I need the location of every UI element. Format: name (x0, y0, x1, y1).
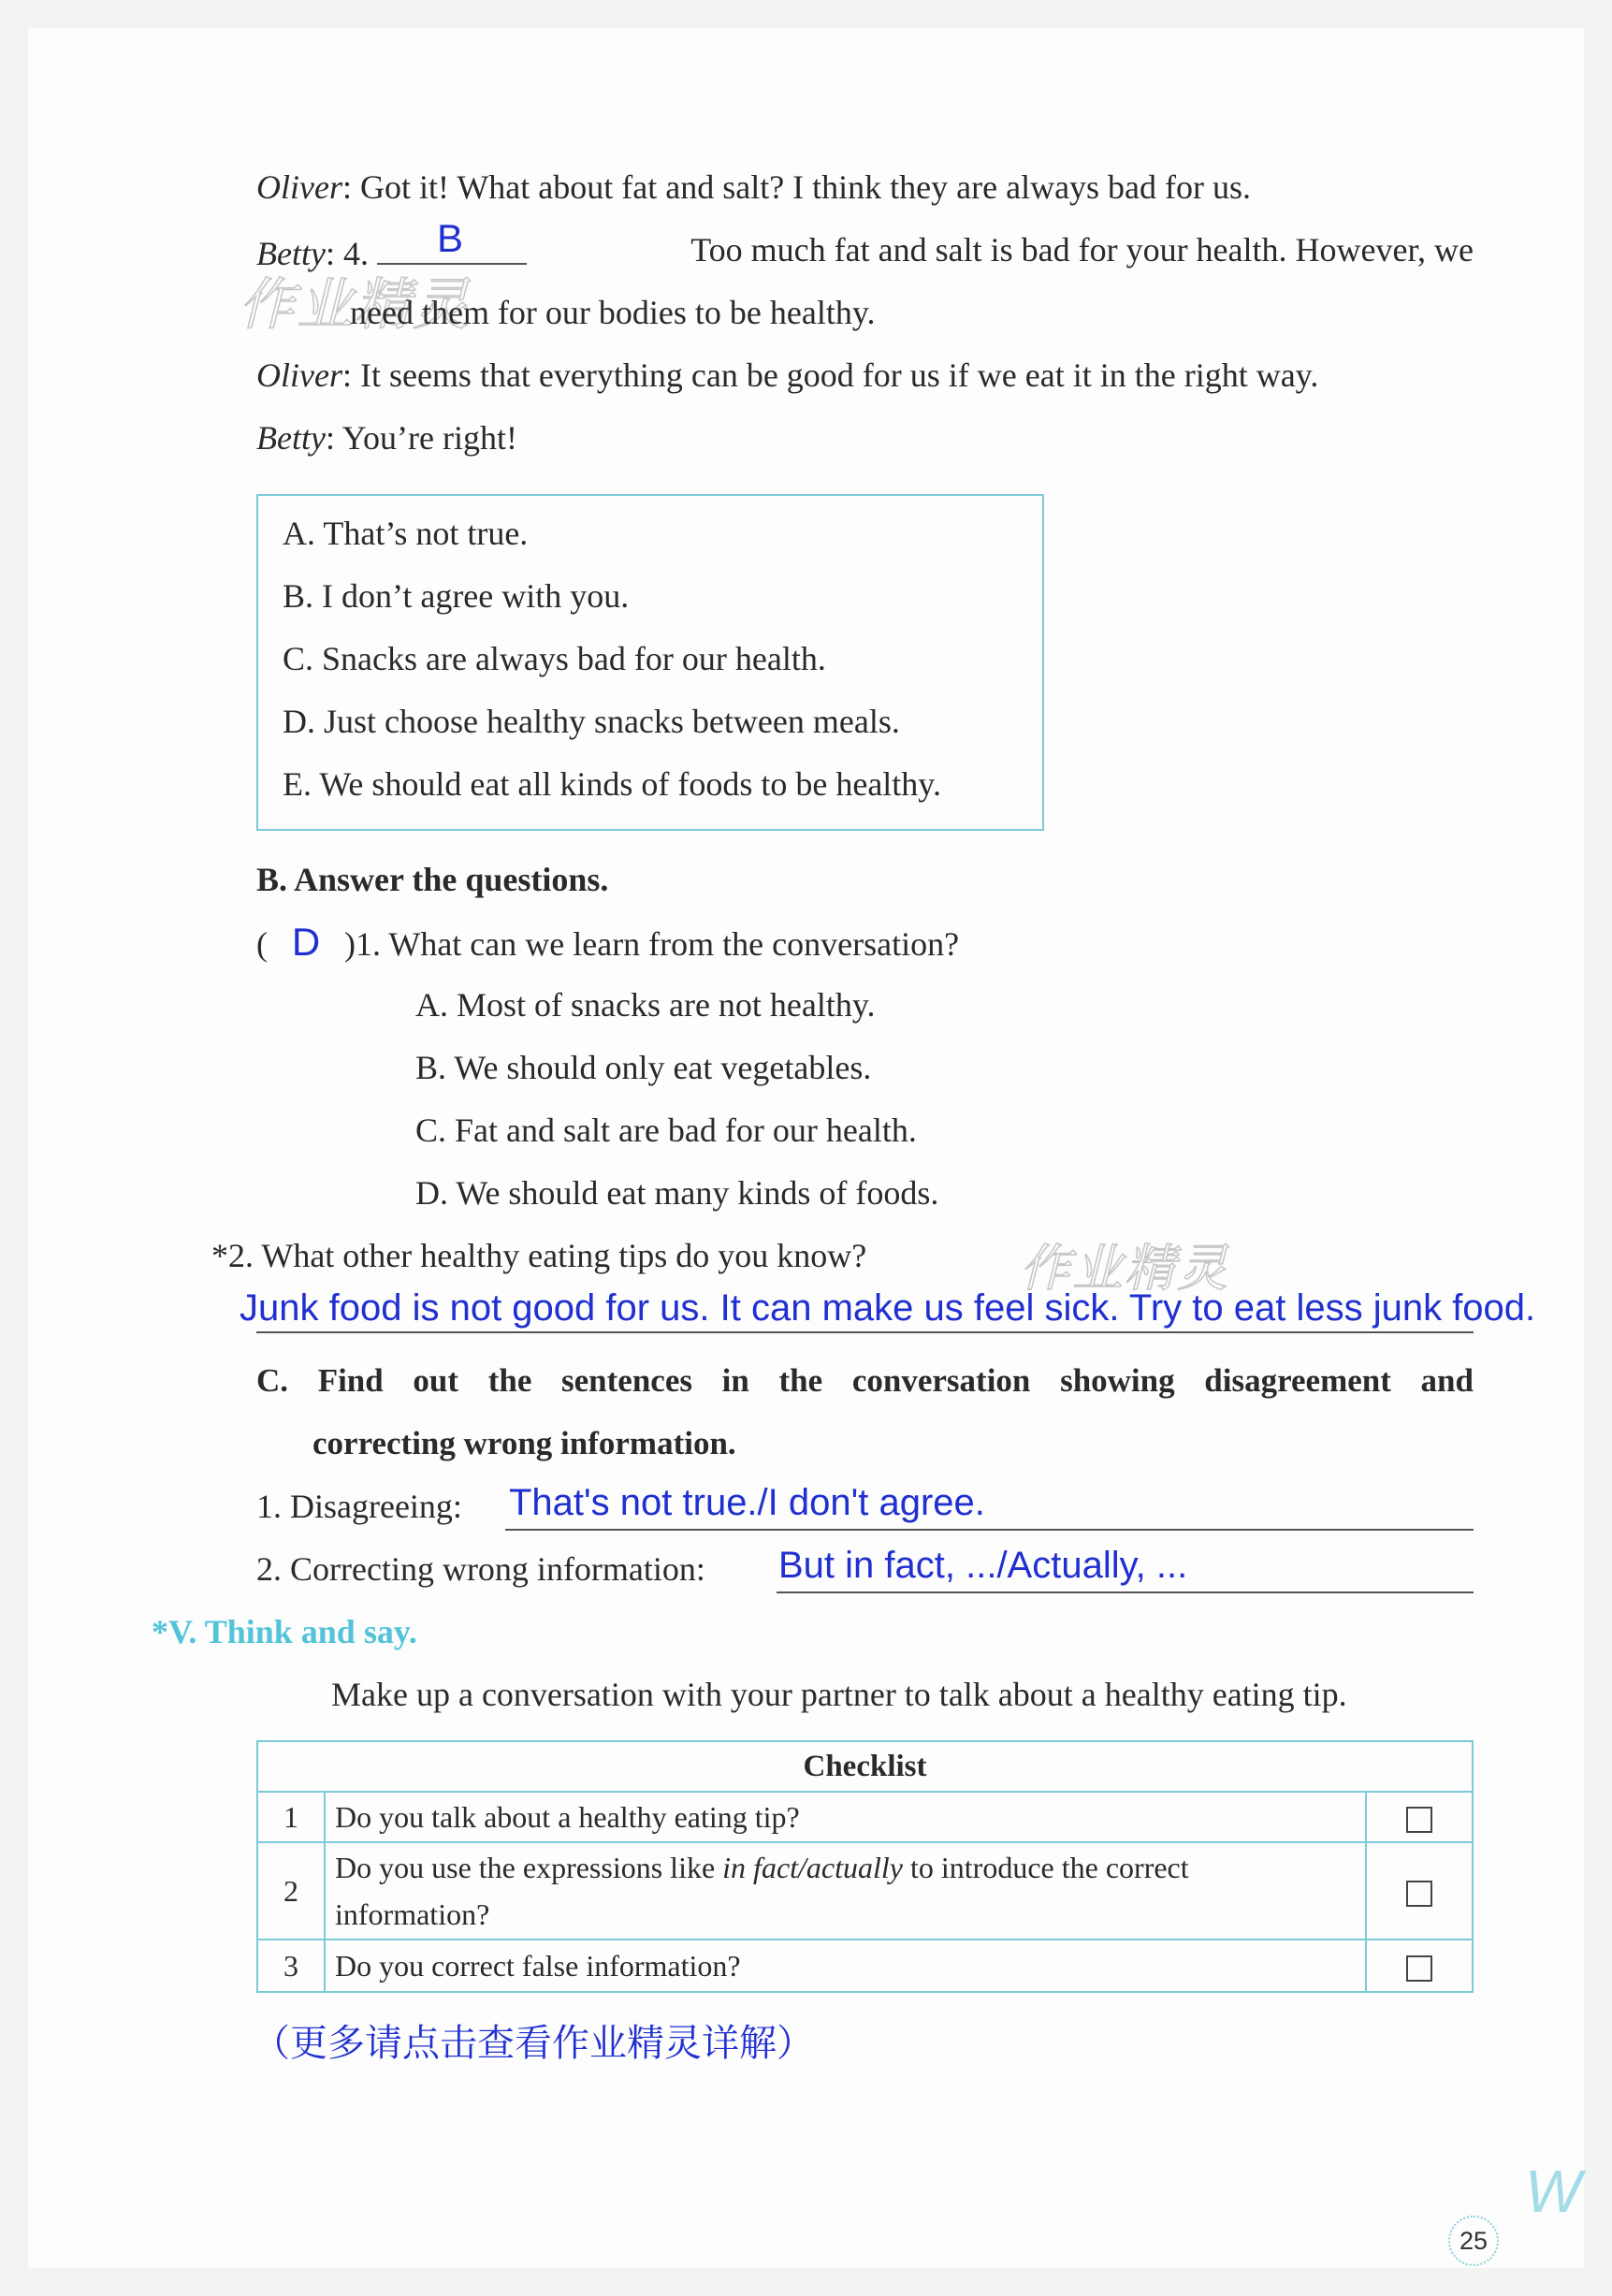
row-text: Do you use the expressions like in fact/actually to introduce the correct information? (325, 1842, 1366, 1940)
row-number: 3 (257, 1940, 325, 1992)
dialogue-line-1: Oliver: Got it! What about fat and salt? I think they are always bad for us. (256, 168, 1252, 206)
option-e: E. We should eat all kinds of foods to be healthy. (283, 765, 941, 803)
c-item-2-label: 2. Correcting wrong information: (256, 1550, 705, 1588)
section-c-title-cont: correcting wrong information. (312, 1425, 736, 1461)
speaker-name: Oliver (256, 356, 342, 394)
page-number: 25 (1448, 2216, 1499, 2266)
option-a: A. That’s not true. (283, 515, 529, 552)
option-b: B. I don’t agree with you. (283, 577, 630, 615)
dialogue-line-5: Betty: You’re right! (256, 419, 517, 457)
more-details-link[interactable]: （更多请点击查看作业精灵详解） (253, 2022, 814, 2065)
q1-choice-c: C. Fat and salt are bad for our health. (415, 1112, 917, 1149)
answer-blank-4[interactable] (377, 216, 527, 265)
logo-w: W (1525, 2158, 1582, 2225)
speaker-name: Betty (256, 419, 326, 457)
watermark: 作业精灵 (1020, 1239, 1229, 1298)
table-row (257, 1940, 1473, 1992)
table-row (257, 1792, 1473, 1842)
answer-line (777, 1591, 1474, 1593)
dialogue-line-3: need them for our bodies to be healthy. (350, 294, 876, 331)
row-number: 1 (257, 1792, 325, 1842)
section-v-instruction: Make up a conversation with your partner to talk about a healthy eating tip. (331, 1676, 1347, 1713)
question-1: ( D )1. What can we learn from the conversation? (256, 920, 960, 964)
handwritten-answer: Junk food is not good for us. It can make us feel sick. Try to eat less junk food. (240, 1287, 1536, 1329)
checklist-header: Checklist (257, 1741, 1473, 1792)
checkbox[interactable] (1406, 1881, 1432, 1907)
answer-line (256, 1331, 1474, 1333)
checklist-table (256, 1740, 1474, 1993)
section-b-title: B. Answer the questions. (256, 861, 609, 898)
dialogue-line-2: Betty: 4. B Too much fat and salt is bad for your health. However, we (256, 216, 1474, 272)
handwritten-answer: That's not true./I don't agree. (509, 1482, 985, 1523)
handwritten-answer: But in fact, .../Actually, ... (778, 1545, 1188, 1586)
option-d: D. Just choose healthy snacks between meals. (283, 703, 900, 740)
c-item-1-label: 1. Disagreeing: (256, 1488, 462, 1525)
dialogue-line-4: Oliver: It seems that everything can be good for us if we eat it in the right way. (256, 356, 1319, 394)
table-row (257, 1842, 1473, 1940)
handwritten-answer: B (436, 216, 463, 260)
checkbox[interactable] (1406, 1955, 1432, 1982)
handwritten-answer: D (291, 920, 321, 964)
q1-choice-b: B. We should only eat vegetables. (415, 1049, 872, 1086)
option-c: C. Snacks are always bad for our health. (283, 640, 826, 677)
section-v-title: *V. Think and say. (152, 1613, 417, 1650)
speaker-name: Betty (256, 235, 326, 272)
speaker-name: Oliver (256, 168, 342, 206)
section-c-title: C. Find out the sentences in the conversation showing disagreement and (256, 1362, 1474, 1399)
question-2: *2. What other healthy eating tips do you know? (211, 1237, 867, 1274)
watermark: 作业精灵 (239, 272, 471, 338)
options-box (256, 494, 1044, 831)
row-text: Do you talk about a healthy eating tip? (325, 1792, 1366, 1842)
row-text: Do you correct false information? (325, 1940, 1366, 1992)
row-number: 2 (257, 1842, 325, 1940)
workbook-page (28, 28, 1584, 2268)
checkbox[interactable] (1406, 1807, 1432, 1833)
answer-line (505, 1529, 1474, 1531)
q1-choice-d: D. We should eat many kinds of foods. (415, 1174, 939, 1212)
q1-choice-a: A. Most of snacks are not healthy. (415, 986, 876, 1024)
